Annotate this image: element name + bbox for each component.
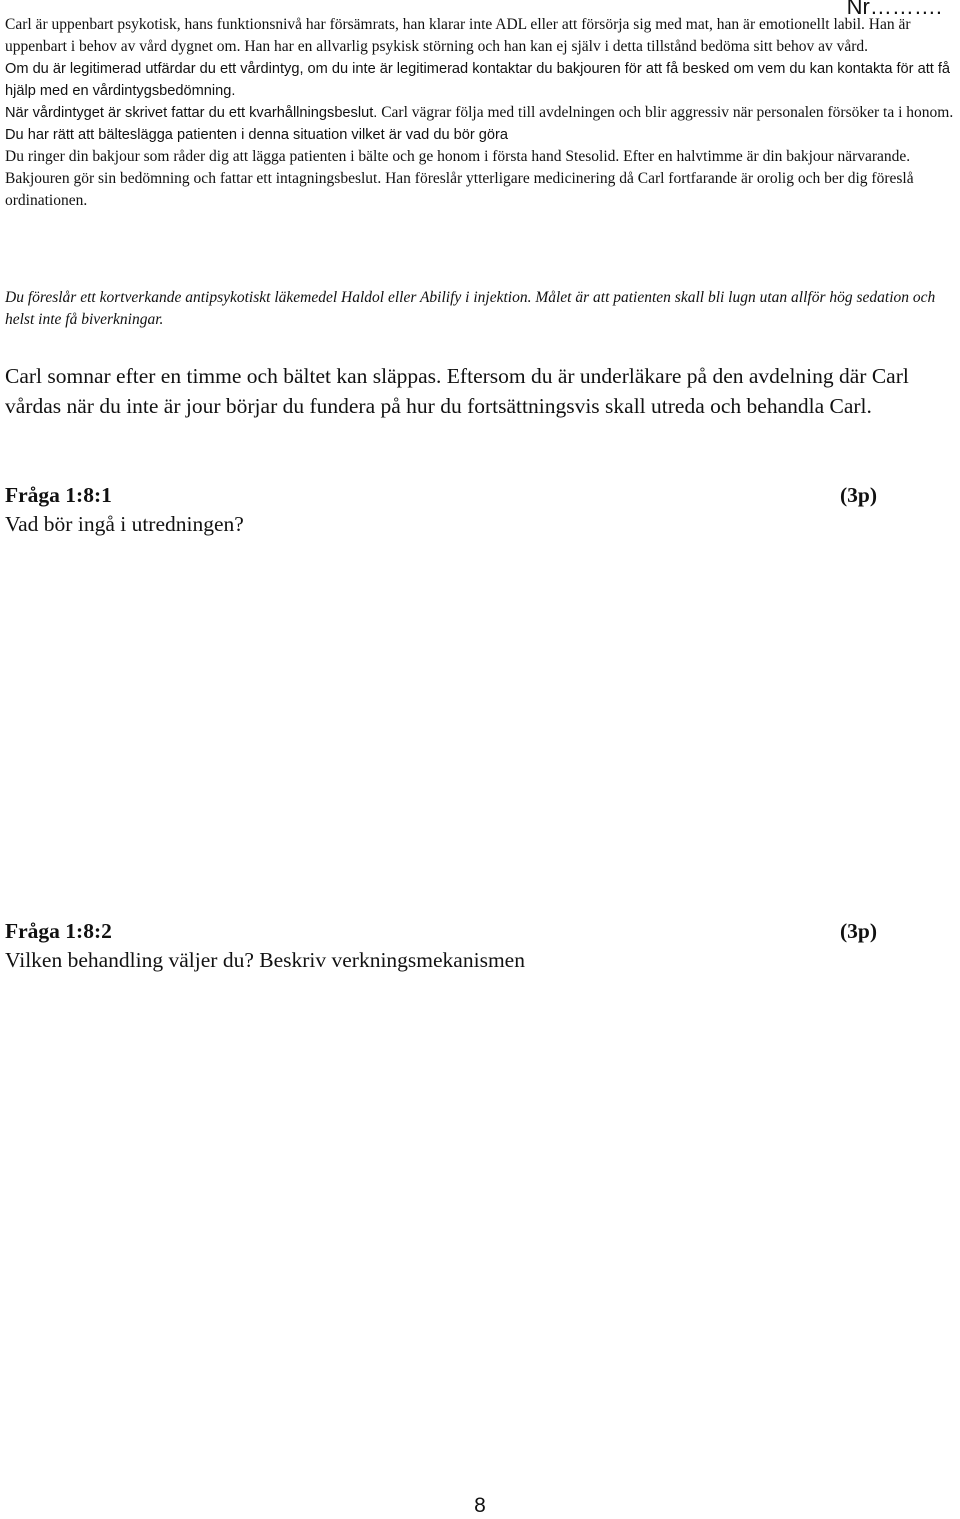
question-2-text: Vilken behandling väljer du? Beskriv verkningsmekanismen [5,948,525,972]
case-paragraph-4: Du har rätt att bälteslägga patienten i denna situation vilket är vad du bör göra [5,127,508,143]
question-2-label: Fråga 1:8:2 [5,919,112,943]
followup-paragraph: Carl somnar efter en timme och bältet kan släppas. Eftersom du är underläkare på den avdelning där Carl vårdas när du inte är jour börjar du fundera på hur du fortsättningsvis skall utreda och behandla Carl. [5,364,909,418]
question-2-heading [5,917,877,946]
question-2 [5,917,877,975]
page-number: 8 [474,1494,486,1517]
question-1-heading [5,481,877,510]
case-paragraph-1: Carl är uppenbart psykotisk, hans funktionsnivå har försämrats, han klarar inte ADL eller att försörja sig med mat, han är emotionellt labil. Han är uppenbart i behov av vård dygnet om. Han har en allvarlig psykisk störning och han kan ej själv i detta tillstånd bedöma sitt behov av vård. [5,16,911,55]
question-1-text: Vad bör ingå i utredningen? [5,512,244,536]
case-paragraph-5: Du ringer din bakjour som råder dig att lägga patienten i bälte och ge honom i första hand Stesolid. Efter en halvtimme är din bakjour närvarande. Bakjouren gör sin bedömning och fattar ett intagningsbeslut. Han föreslår ytterligare medicinering då Carl fortfarande är orolig och ber dig föreslå ordinationen. [5,148,914,209]
question-1-points: (3p) [839,483,877,507]
question-1 [5,481,877,539]
case-description [5,14,960,212]
case-paragraph-3-part-2: Carl vägrar följa med till avdelningen och blir aggressiv när personalen försöker ta i honom. [381,104,954,121]
question-1-label: Fråga 1:8:1 [5,483,112,507]
case-paragraph-2: Om du är legitimerad utfärdar du ett vårdintyg, om du inte är legitimerad kontaktar du bakjouren för att få besked om vem du kan kontakta för att få hjälp med en vårdintygsbedömning. [5,61,951,99]
question-2-points: (3p) [839,919,877,943]
case-paragraph-3-part-1: När vårdintyget är skrivet fattar du ett kvarhållningsbeslut. [5,105,378,121]
nr-field: Nr………. [846,0,942,19]
case-paragraph-3 [5,102,960,124]
italic-paragraph: Du föreslår ett kortverkande antipsykotiskt läkemedel Haldol eller Abilify i injektion. Målet är att patienten skall bli lugn utan allför hög sedation och helst inte få biverkningar. [5,289,936,328]
